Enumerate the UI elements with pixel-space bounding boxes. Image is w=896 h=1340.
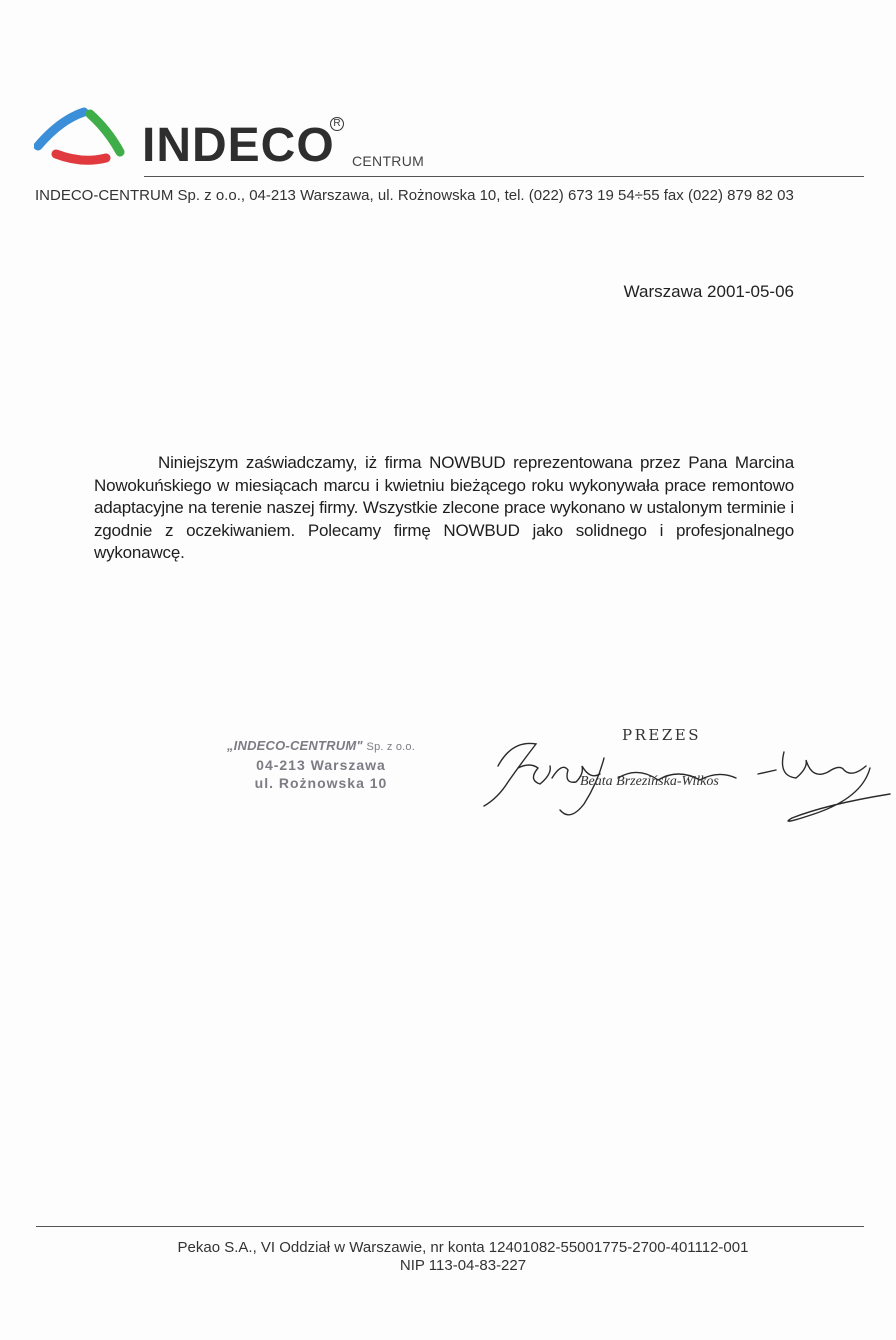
stamp-postal-line: 04-213 Warszawa xyxy=(256,757,386,773)
stamp-company-line xyxy=(206,737,436,756)
company-logo-wordmark: INDECO xyxy=(142,119,335,172)
footer-divider xyxy=(36,1226,864,1227)
stamp-company-name: „INDECO-CENTRUM" xyxy=(226,738,363,753)
company-logo-subtitle: CENTRUM xyxy=(352,153,425,169)
footer-tax-id: NIP 113-04-83-227 xyxy=(399,1257,527,1274)
stamp-company-suffix: Sp. z o.o. xyxy=(366,741,416,753)
letter-date: Warszawa 2001-05-06 xyxy=(623,282,794,301)
footer-bank-details: Pekao S.A., VI Oddział w Warszawie, nr konta 12401082-55001775-2700-401112-001 xyxy=(177,1239,749,1256)
letter-body: Niniejszym zaświadczamy, iż firma NOWBUD reprezentowana przez Pana Marcina Nowokuńskiego w miesiącach marcu i kwietniu bieżącego roku wykonywała prace remontowo adaptacyjne na terenie naszej firmy. Wszystkie zlecone prace wykonano w ustalonym terminie i zgodnie z oczekiwaniem. Polecamy firmę NOWBUD jako solidnego i profesjonalnego wykonawcę. xyxy=(94,453,794,562)
signer-title: PREZES xyxy=(622,726,701,744)
stamp-street-line: ul. Rożnowska 10 xyxy=(254,775,388,791)
indeco-logo-icon xyxy=(34,104,130,168)
company-stamp xyxy=(206,737,436,792)
registered-mark-icon: R xyxy=(330,117,344,131)
header-divider xyxy=(144,176,864,177)
company-address-line: INDECO-CENTRUM Sp. z o.o., 04-213 Warszawa, ul. Rożnowska 10, tel. (022) 673 19 54÷55 fax (022) 879 82 03 xyxy=(35,187,794,204)
signer-name: Beata Brzezińska-Wilkos xyxy=(580,774,719,789)
